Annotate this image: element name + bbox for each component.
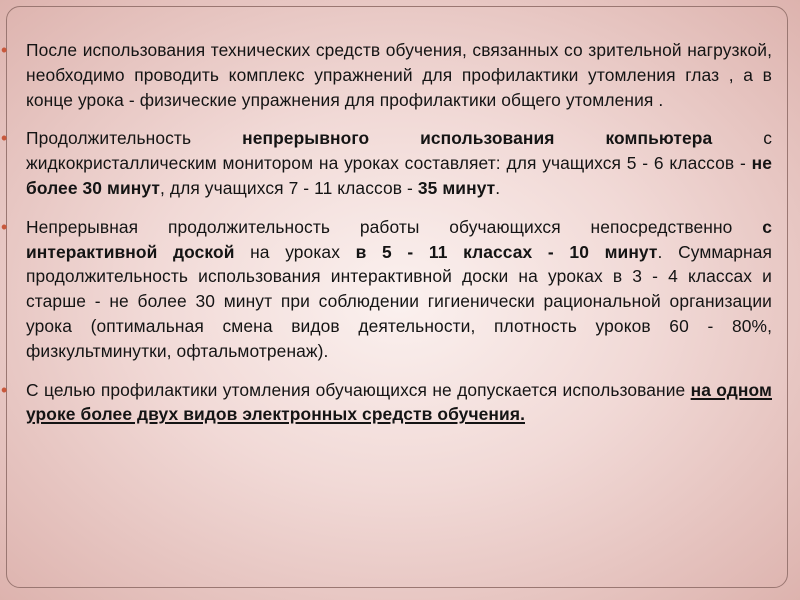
bullet-icon: • bbox=[1, 128, 8, 149]
text-run: Непрерывная продолжительность работы обучающихся непосредственно bbox=[26, 216, 763, 237]
emphasis-text: непрерывного использования компьютера bbox=[242, 128, 713, 149]
text-run: на уроках bbox=[234, 241, 356, 262]
paragraph-3 bbox=[1, 215, 772, 364]
bullet-icon: • bbox=[1, 40, 8, 60]
text-run: После использования технических средств обучения, связанных со зрительной нагрузкой, необходимо проводить комплекс упражнений для профилактики утомления глаз , а в конце урока - физические упражнения для профилактики общего утомления . bbox=[26, 40, 772, 110]
paragraph-2 bbox=[1, 126, 773, 200]
paragraph-4 bbox=[1, 378, 772, 428]
emphasis-text: не более 30 минут bbox=[26, 153, 772, 198]
text-run: . bbox=[495, 177, 501, 198]
emphasis-underlined-text: на одном уроке более двух видов электронных средств обучения. bbox=[26, 379, 772, 425]
text-run: . Суммарная продолжительность использования интерактивной доски на уроках в 3 - 4 классах и старше - не более 30 минут при соблюдении гигиенически рациональной организации урока (оптимальная смена видов деятельности, плотность уроков 60 - 80%, физкультминутки, офтальмотренаж). bbox=[26, 241, 772, 361]
emphasis-text: 35 минут bbox=[417, 177, 496, 198]
emphasis-text: в 5 - 11 классах - 10 минут bbox=[355, 241, 658, 262]
text-run: Продолжительность bbox=[26, 128, 243, 149]
paragraph-1 bbox=[1, 38, 772, 112]
bullet-icon: • bbox=[1, 379, 8, 400]
text-run: с жидкокристаллическим монитором на уроках составляет: для учащихся 5 - 6 классов - bbox=[26, 128, 773, 174]
slide-content bbox=[1, 38, 773, 441]
text-run: С целью профилактики утомления обучающихся не допускается использование bbox=[26, 379, 691, 400]
text-run: , для учащихся 7 - 11 классов - bbox=[159, 177, 418, 198]
emphasis-text: с интерактивной доской bbox=[26, 216, 772, 262]
bullet-icon: • bbox=[1, 216, 8, 237]
